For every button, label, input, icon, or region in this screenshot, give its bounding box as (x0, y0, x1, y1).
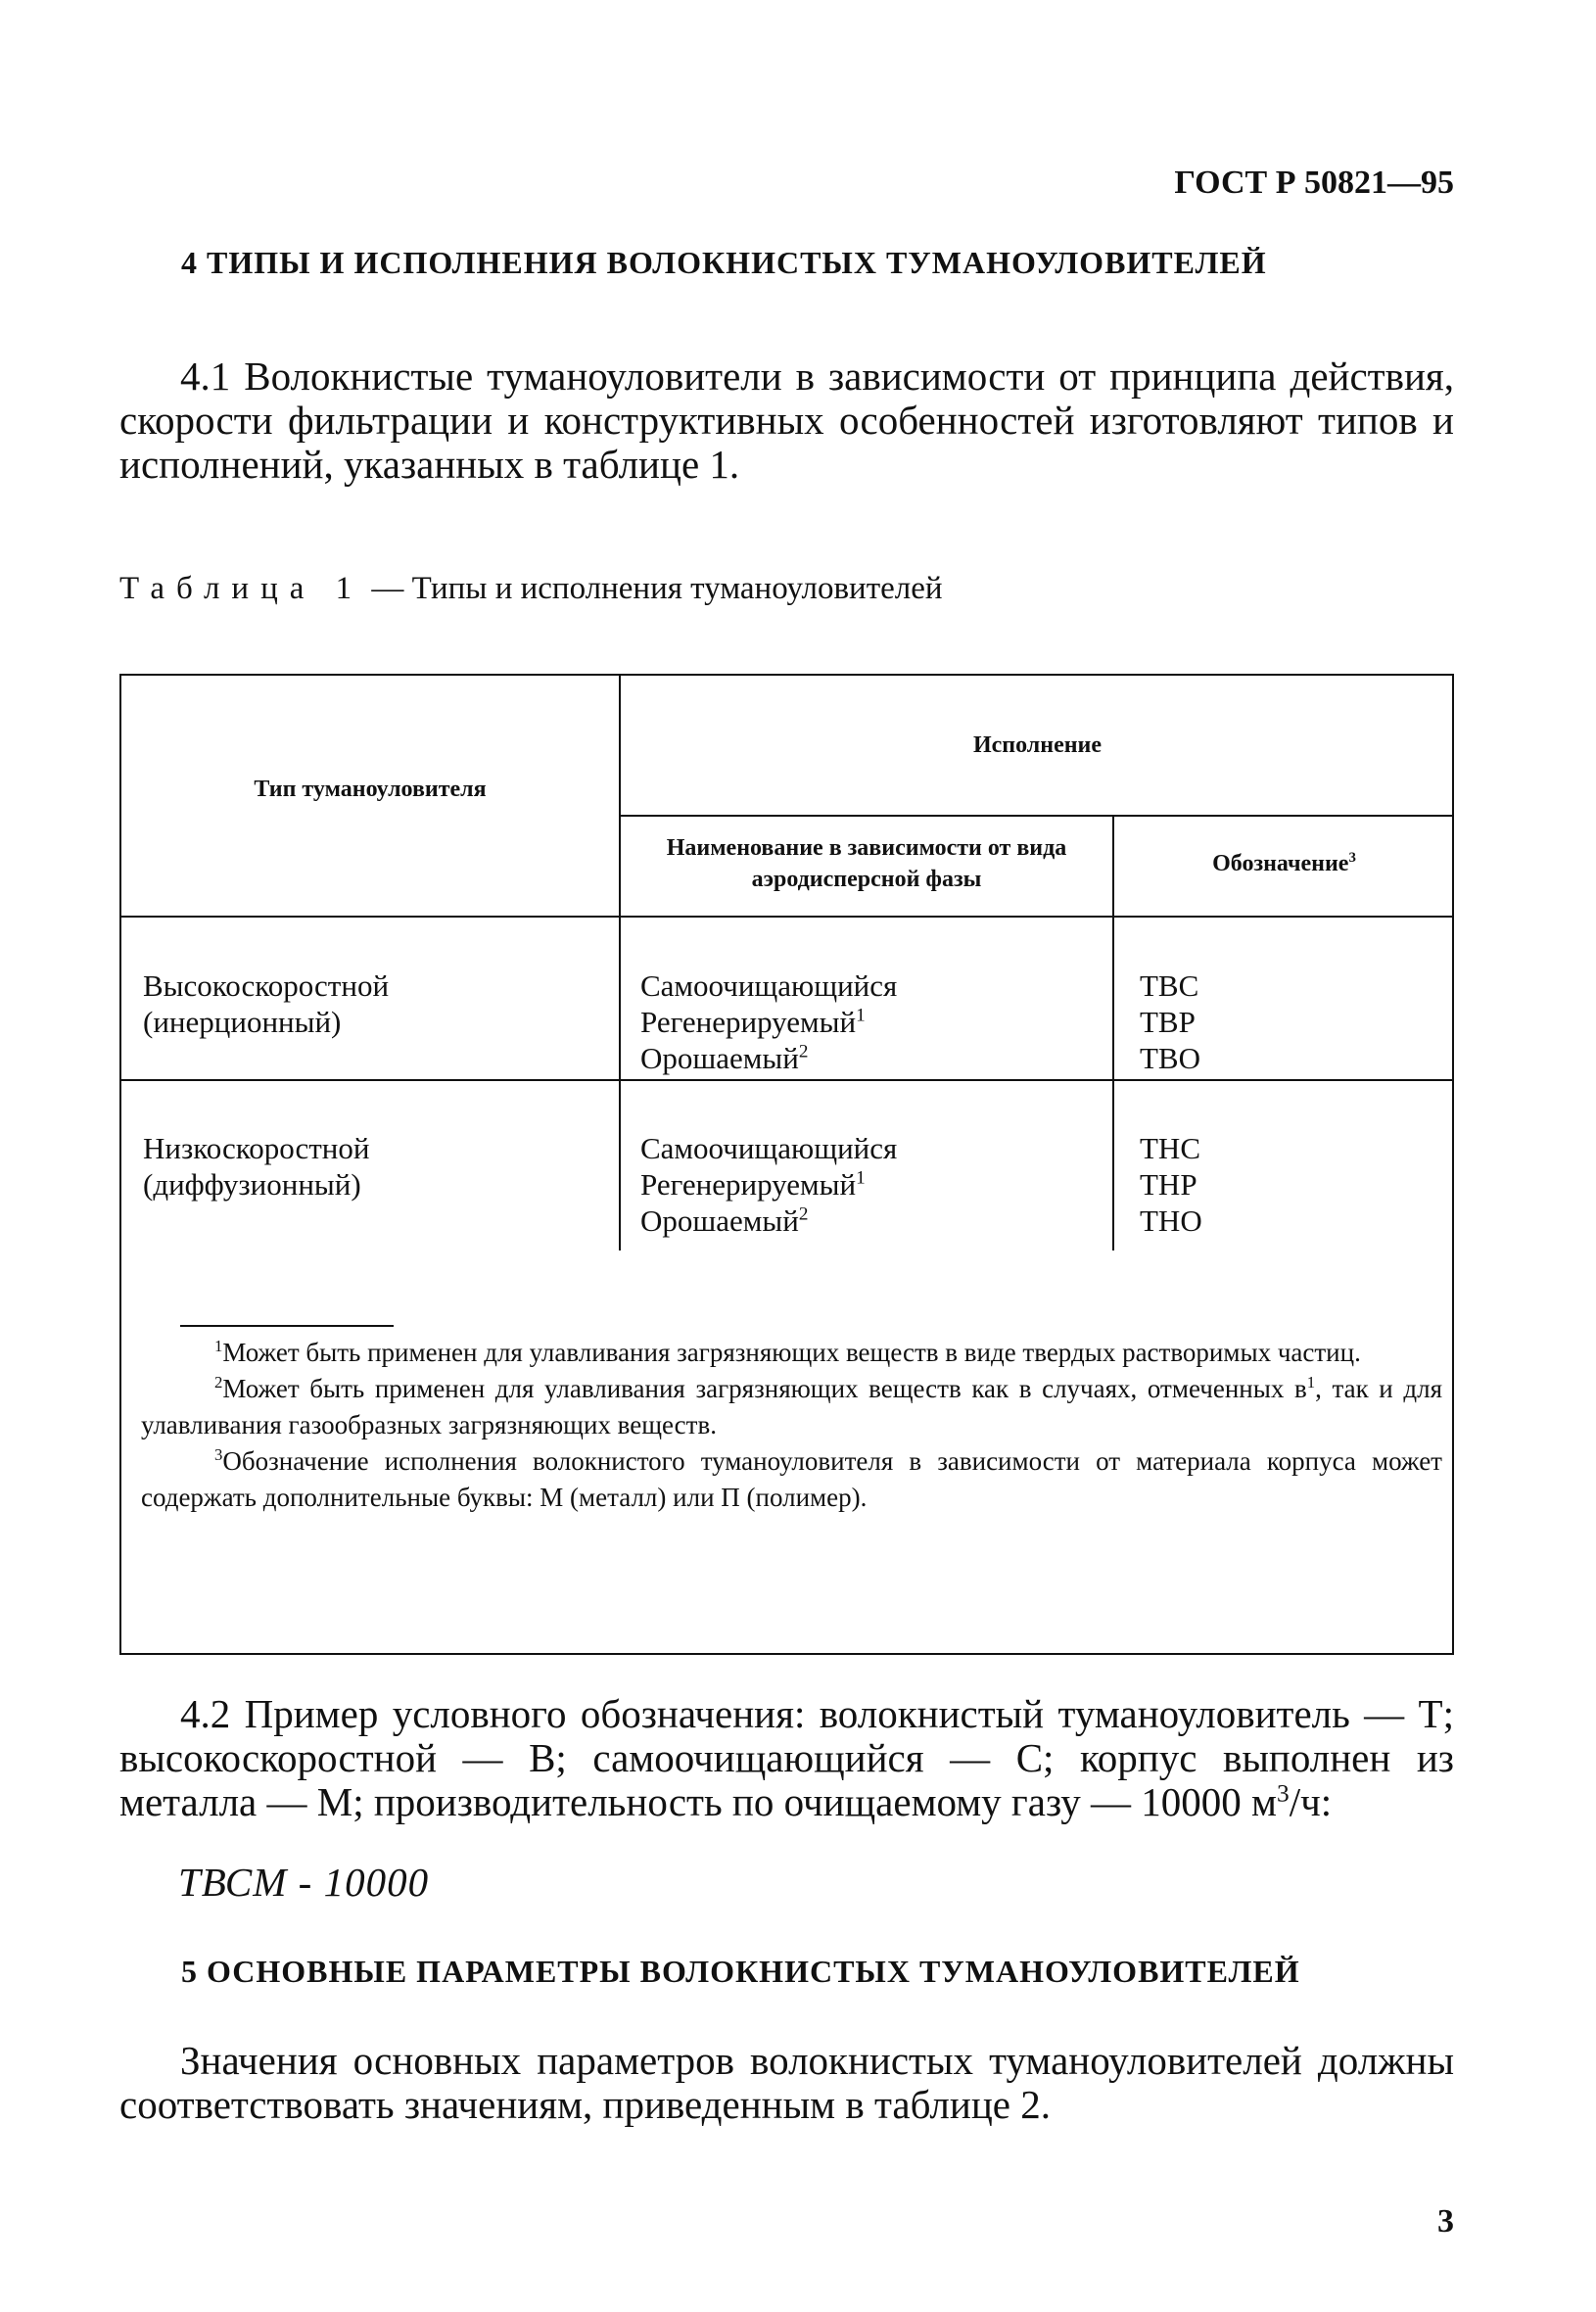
designation-example: ТВСМ - 10000 (178, 1860, 430, 1905)
paragraph-5: Значения основных параметров волокнистых туманоуловителей должны соответствовать значениям, приведенным в таблице 2. (119, 2038, 1454, 2127)
paragraph-4-1: 4.1 Волокнистые туманоуловители в зависимости от принципа действия, скорости фильтрации и конструктивных особенностей изготовляют типов и исполнений, указанных в таблице 1. (119, 354, 1454, 487)
footnote-1-text: Может быть применен для улавливания загрязняющих веществ в виде твердых растворимых частиц. (222, 1338, 1361, 1367)
header-type: Тип туманоуловителя (254, 777, 487, 802)
paragraph-4-2 (119, 1692, 1454, 1824)
header-execution: Исполнение (972, 732, 1103, 758)
row-2-type (143, 1130, 370, 1203)
footnote-2 (141, 1371, 1442, 1443)
table-footnotes (141, 1335, 1442, 1516)
row-2-name-3-text: Орошаемый (640, 1203, 799, 1238)
page-number: 3 (1437, 2203, 1454, 2240)
table-divider (1112, 815, 1114, 1250)
row-2-code-3: ТНО (1140, 1203, 1202, 1238)
row-2-names (640, 1130, 897, 1239)
footnote-2-text-a: Может быть применен для улавливания загрязняющих веществ как в случаях, отмеченных в (222, 1374, 1307, 1403)
row-1-name-2-text: Регенерируемый (640, 1005, 857, 1039)
table-divider (121, 916, 1452, 918)
row-1-codes (1140, 967, 1200, 1076)
row-2-name-1: Самоочищающийся (640, 1131, 898, 1165)
footnote-3-mark: 3 (214, 1445, 223, 1464)
row-2-name-2-text: Регенерируемый (640, 1167, 857, 1202)
footnote-1 (141, 1335, 1442, 1371)
paragraph-4-2-sup: 3 (1276, 1779, 1290, 1808)
footnote-2-mark: 2 (214, 1373, 223, 1392)
footnote-1-mark: 1 (214, 1337, 223, 1355)
row-1-type-line2: (инерционный) (143, 1005, 342, 1039)
table-divider (619, 815, 1452, 817)
row-1-name-3-text: Орошаемый (640, 1041, 799, 1075)
table-1-caption (119, 571, 943, 607)
table-1-caption-label: Таблица 1 (119, 571, 364, 606)
table-1 (119, 674, 1454, 1655)
footnote-3 (141, 1443, 1442, 1516)
table-divider (121, 1079, 1452, 1081)
row-1-type (143, 967, 389, 1040)
row-2-name-2-sup: 1 (856, 1167, 866, 1189)
row-2-name-3-sup: 2 (798, 1203, 809, 1225)
row-2-name-3 (640, 1203, 897, 1239)
row-2-codes (1140, 1130, 1202, 1239)
row-1-code-1: ТВС (1140, 968, 1199, 1003)
row-1-name-3 (640, 1040, 897, 1076)
row-1-name-2 (640, 1004, 897, 1040)
row-2-type-line2: (диффузионный) (143, 1167, 361, 1202)
row-2-code-1: ТНС (1140, 1131, 1200, 1165)
row-1-name-3-sup: 2 (798, 1041, 809, 1062)
row-2-code-2: ТНР (1140, 1167, 1197, 1202)
table-1-caption-text: — Типы и исполнения туманоуловителей (363, 571, 943, 606)
footnote-separator (180, 1325, 394, 1327)
header-name: Наименование в зависимости от вида аэродисперсной фазы (666, 835, 1067, 892)
header-code-sup: 3 (1348, 850, 1356, 866)
footnote-2-ref: 1 (1306, 1373, 1316, 1392)
document-code: ГОСТ Р 50821—95 (1174, 165, 1454, 201)
section-4-title: 4 ТИПЫ И ИСПОЛНЕНИЯ ВОЛОКНИСТЫХ ТУМАНОУЛОВИТЕЛЕЙ (181, 245, 1267, 280)
row-1-type-line1: Высокоскоростной (143, 968, 390, 1003)
footnote-2-text-b: , так и для улавливания газообразных загрязняющих веществ. (141, 1374, 1442, 1439)
row-1-names (640, 967, 897, 1076)
paragraph-4-2-text: 4.2 Пример условного обозначения: волокнистый туманоуловитель — Т; высокоскоростной — В; самоочищающийся — С; корпус выполнен из металла — М; производительность по очищаемому газу — 10000 м (119, 1691, 1454, 1824)
table-divider (619, 676, 621, 1250)
row-1-name-2-sup: 1 (856, 1005, 866, 1026)
row-2-name-2 (640, 1166, 897, 1203)
row-2-type-line1: Низкоскоростной (143, 1131, 370, 1165)
row-1-code-3: ТВО (1140, 1041, 1200, 1075)
header-code-text: Обозначение (1212, 851, 1349, 876)
row-1-code-2: ТВР (1140, 1005, 1196, 1039)
row-1-name-1: Самоочищающийся (640, 968, 898, 1003)
footnote-3-text: Обозначение исполнения волокнистого туманоуловителя в зависимости от материала корпуса может содержать дополнительные буквы: М (металл) или П (полимер). (141, 1446, 1442, 1512)
section-5-title: 5 ОСНОВНЫЕ ПАРАМЕТРЫ ВОЛОКНИСТЫХ ТУМАНОУЛОВИТЕЛЕЙ (181, 1954, 1300, 1989)
header-code (1114, 848, 1454, 879)
paragraph-4-2-unit: /ч: (1289, 1779, 1333, 1824)
